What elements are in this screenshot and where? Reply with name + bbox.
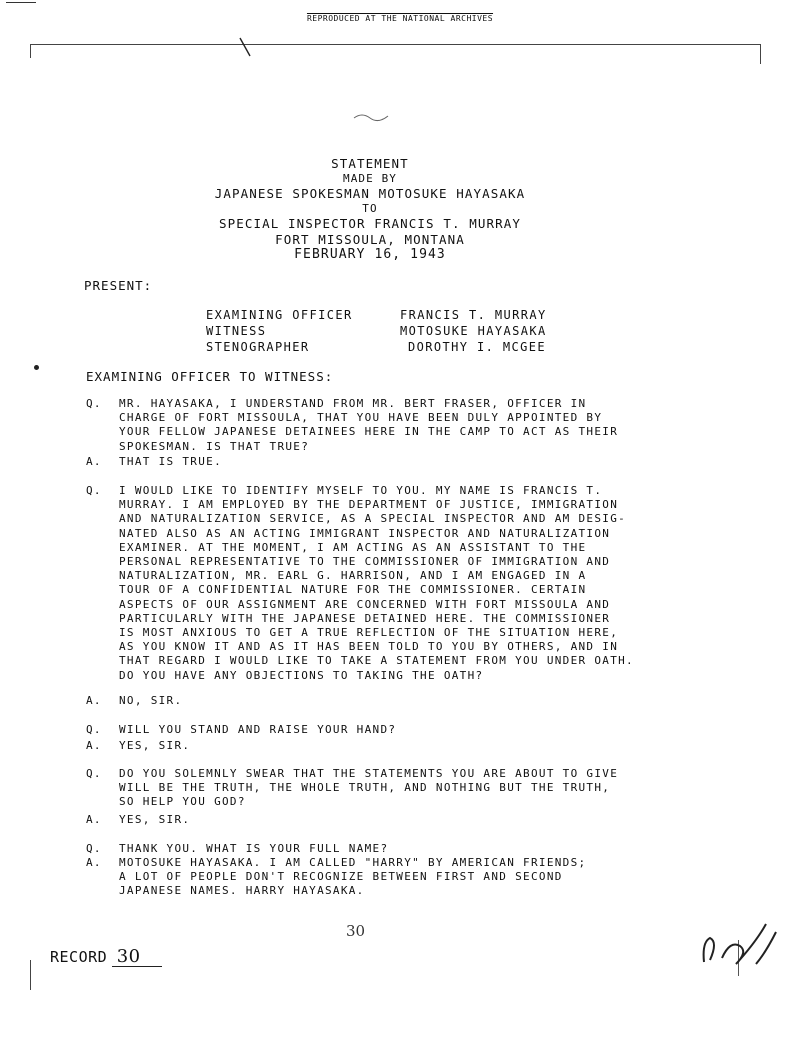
qa-text: THAT IS TRUE.	[119, 455, 222, 468]
qa-item	[86, 842, 726, 856]
frame-left-bottom-line	[30, 960, 31, 990]
qa-item	[86, 813, 726, 827]
roster-names	[400, 307, 547, 355]
title-statement: STATEMENT	[331, 156, 409, 171]
qa-item	[86, 856, 726, 899]
roster-roles	[206, 307, 353, 355]
roster-role: WITNESS	[206, 324, 267, 338]
roster-role: EXAMINING OFFICER	[206, 308, 353, 322]
qa-label: Q.	[86, 397, 102, 410]
frame-top-line	[30, 44, 760, 45]
qa-text: NO, SIR.	[119, 694, 183, 707]
qa-text: WILL YOU STAND AND RAISE YOUR HAND?	[119, 723, 397, 736]
qa-text: DO YOU SOLEMNLY SWEAR THAT THE STATEMENTS YOU ARE ABOUT TO GIVE WILL BE THE TRUTH, THE WHOLE TRUTH, AND NOTHING BUT THE TRUTH, SO HELP YOU GOD?	[119, 767, 619, 809]
record-number: 30	[116, 946, 141, 967]
qa-label: Q.	[86, 767, 102, 780]
qa-text: MR. HAYASAKA, I UNDERSTAND FROM MR. BERT FRASER, OFFICER IN CHARGE OF FORT MISSOULA, THAT YOU HAVE BEEN DULY APPOINTED BY YOUR FELLOW JAPANESE DETAINEES HERE IN THE CAMP TO ACT AS THEIR SPOKESMAN. IS THAT TRUE?	[119, 397, 619, 453]
qa-item	[86, 455, 726, 469]
qa-item	[86, 767, 726, 810]
qa-text: THANK YOU. WHAT IS YOUR FULL NAME?	[119, 842, 389, 855]
present-label: PRESENT:	[84, 278, 153, 293]
frame-right-line	[760, 44, 761, 64]
page-number: 30	[346, 922, 366, 940]
smudge-mark	[352, 108, 392, 126]
section-heading: EXAMINING OFFICER TO WITNESS:	[86, 369, 334, 384]
record-label-group	[50, 946, 141, 967]
title-inspector: SPECIAL INSPECTOR FRANCIS T. MURRAY	[219, 216, 521, 231]
archives-stamp: REPRODUCED AT THE NATIONAL ARCHIVES	[306, 14, 494, 23]
record-underline	[112, 966, 162, 967]
margin-dot	[34, 365, 39, 370]
qa-item	[86, 739, 726, 753]
scan-mark	[236, 36, 256, 60]
title-spokesman: JAPANESE SPOKESMAN MOTOSUKE HAYASAKA	[214, 186, 526, 201]
qa-item	[86, 723, 726, 737]
qa-text: I WOULD LIKE TO IDENTIFY MYSELF TO YOU. MY NAME IS FRANCIS T. MURRAY. I AM EMPLOYED BY THE DEPARTMENT OF JUSTICE, IMMIGRATION AND NATURALIZATION SERVICE, AS A SPECIAL INSPECTOR AND AM DESIG- NATED ALSO AS AN ACTING IMMIGRANT INSPECTOR AND NATURALIZATION EXAMINER. AT THE MOMENT, I AM ACTING AS AN ASSISTANT TO THE PERSONAL REPRESENTATIVE TO THE COMMISSIONER OF IMMIGRATION AND NATURALIZATION, MR. EARL G. HARRISON, AND I AM ENGAGED IN A TOUR OF A CONFIDENTIAL NATURE FOR THE COMMISSIONER. CERTAIN ASPECTS OF OUR ASSIGNMENT ARE CONCERNED WITH FORT MISSOULA AND PARTICULARLY WITH THE JAPANESE DETAINED HERE. THE COMMISSIONER IS MOST ANXIOUS TO GET A TRUE REFLECTION OF THE SITUATION HERE, AS YOU KNOW IT AND AS IT HAS BEEN TOLD TO YOU BY OTHERS, AND IN THAT REGARD I WOULD LIKE TO TAKE A STATEMENT FROM YOU UNDER OATH. DO YOU HAVE ANY OBJECTIONS TO TAKING THE OATH?	[119, 484, 634, 682]
qa-label: A.	[86, 739, 102, 752]
qa-label: Q.	[86, 842, 102, 855]
qa-item	[86, 694, 726, 708]
qa-label: A.	[86, 813, 102, 826]
qa-label: A.	[86, 856, 102, 869]
record-label: RECORD	[50, 948, 108, 966]
roster-role: STENOGRAPHER	[206, 340, 310, 354]
title-made-by: MADE BY	[342, 172, 398, 185]
qa-text: YES, SIR.	[119, 813, 191, 826]
qa-label: Q.	[86, 723, 102, 736]
frame-left-line	[30, 44, 31, 58]
roster-name: MOTOSUKE HAYASAKA	[400, 324, 547, 338]
handwritten-initials	[696, 912, 786, 982]
corner-mark	[6, 2, 36, 3]
title-date: FEBRUARY 16, 1943	[294, 247, 446, 262]
roster-name: FRANCIS T. MURRAY	[400, 308, 547, 322]
qa-text: MOTOSUKE HAYASAKA. I AM CALLED "HARRY" BY AMERICAN FRIENDS; A LOT OF PEOPLE DON'T RECOGNIZE BETWEEN FIRST AND SECOND JAPANESE NAMES. HARRY HAYASAKA.	[119, 856, 587, 898]
roster-name: DOROTHY I. MCGEE	[408, 340, 546, 354]
title-to: TO	[362, 202, 378, 215]
qa-item	[86, 484, 726, 683]
title-location: FORT MISSOULA, MONTANA	[275, 232, 465, 247]
qa-label: A.	[86, 694, 102, 707]
qa-label: Q.	[86, 484, 102, 497]
qa-label: A.	[86, 455, 102, 468]
qa-item	[86, 397, 726, 454]
qa-text: YES, SIR.	[119, 739, 191, 752]
